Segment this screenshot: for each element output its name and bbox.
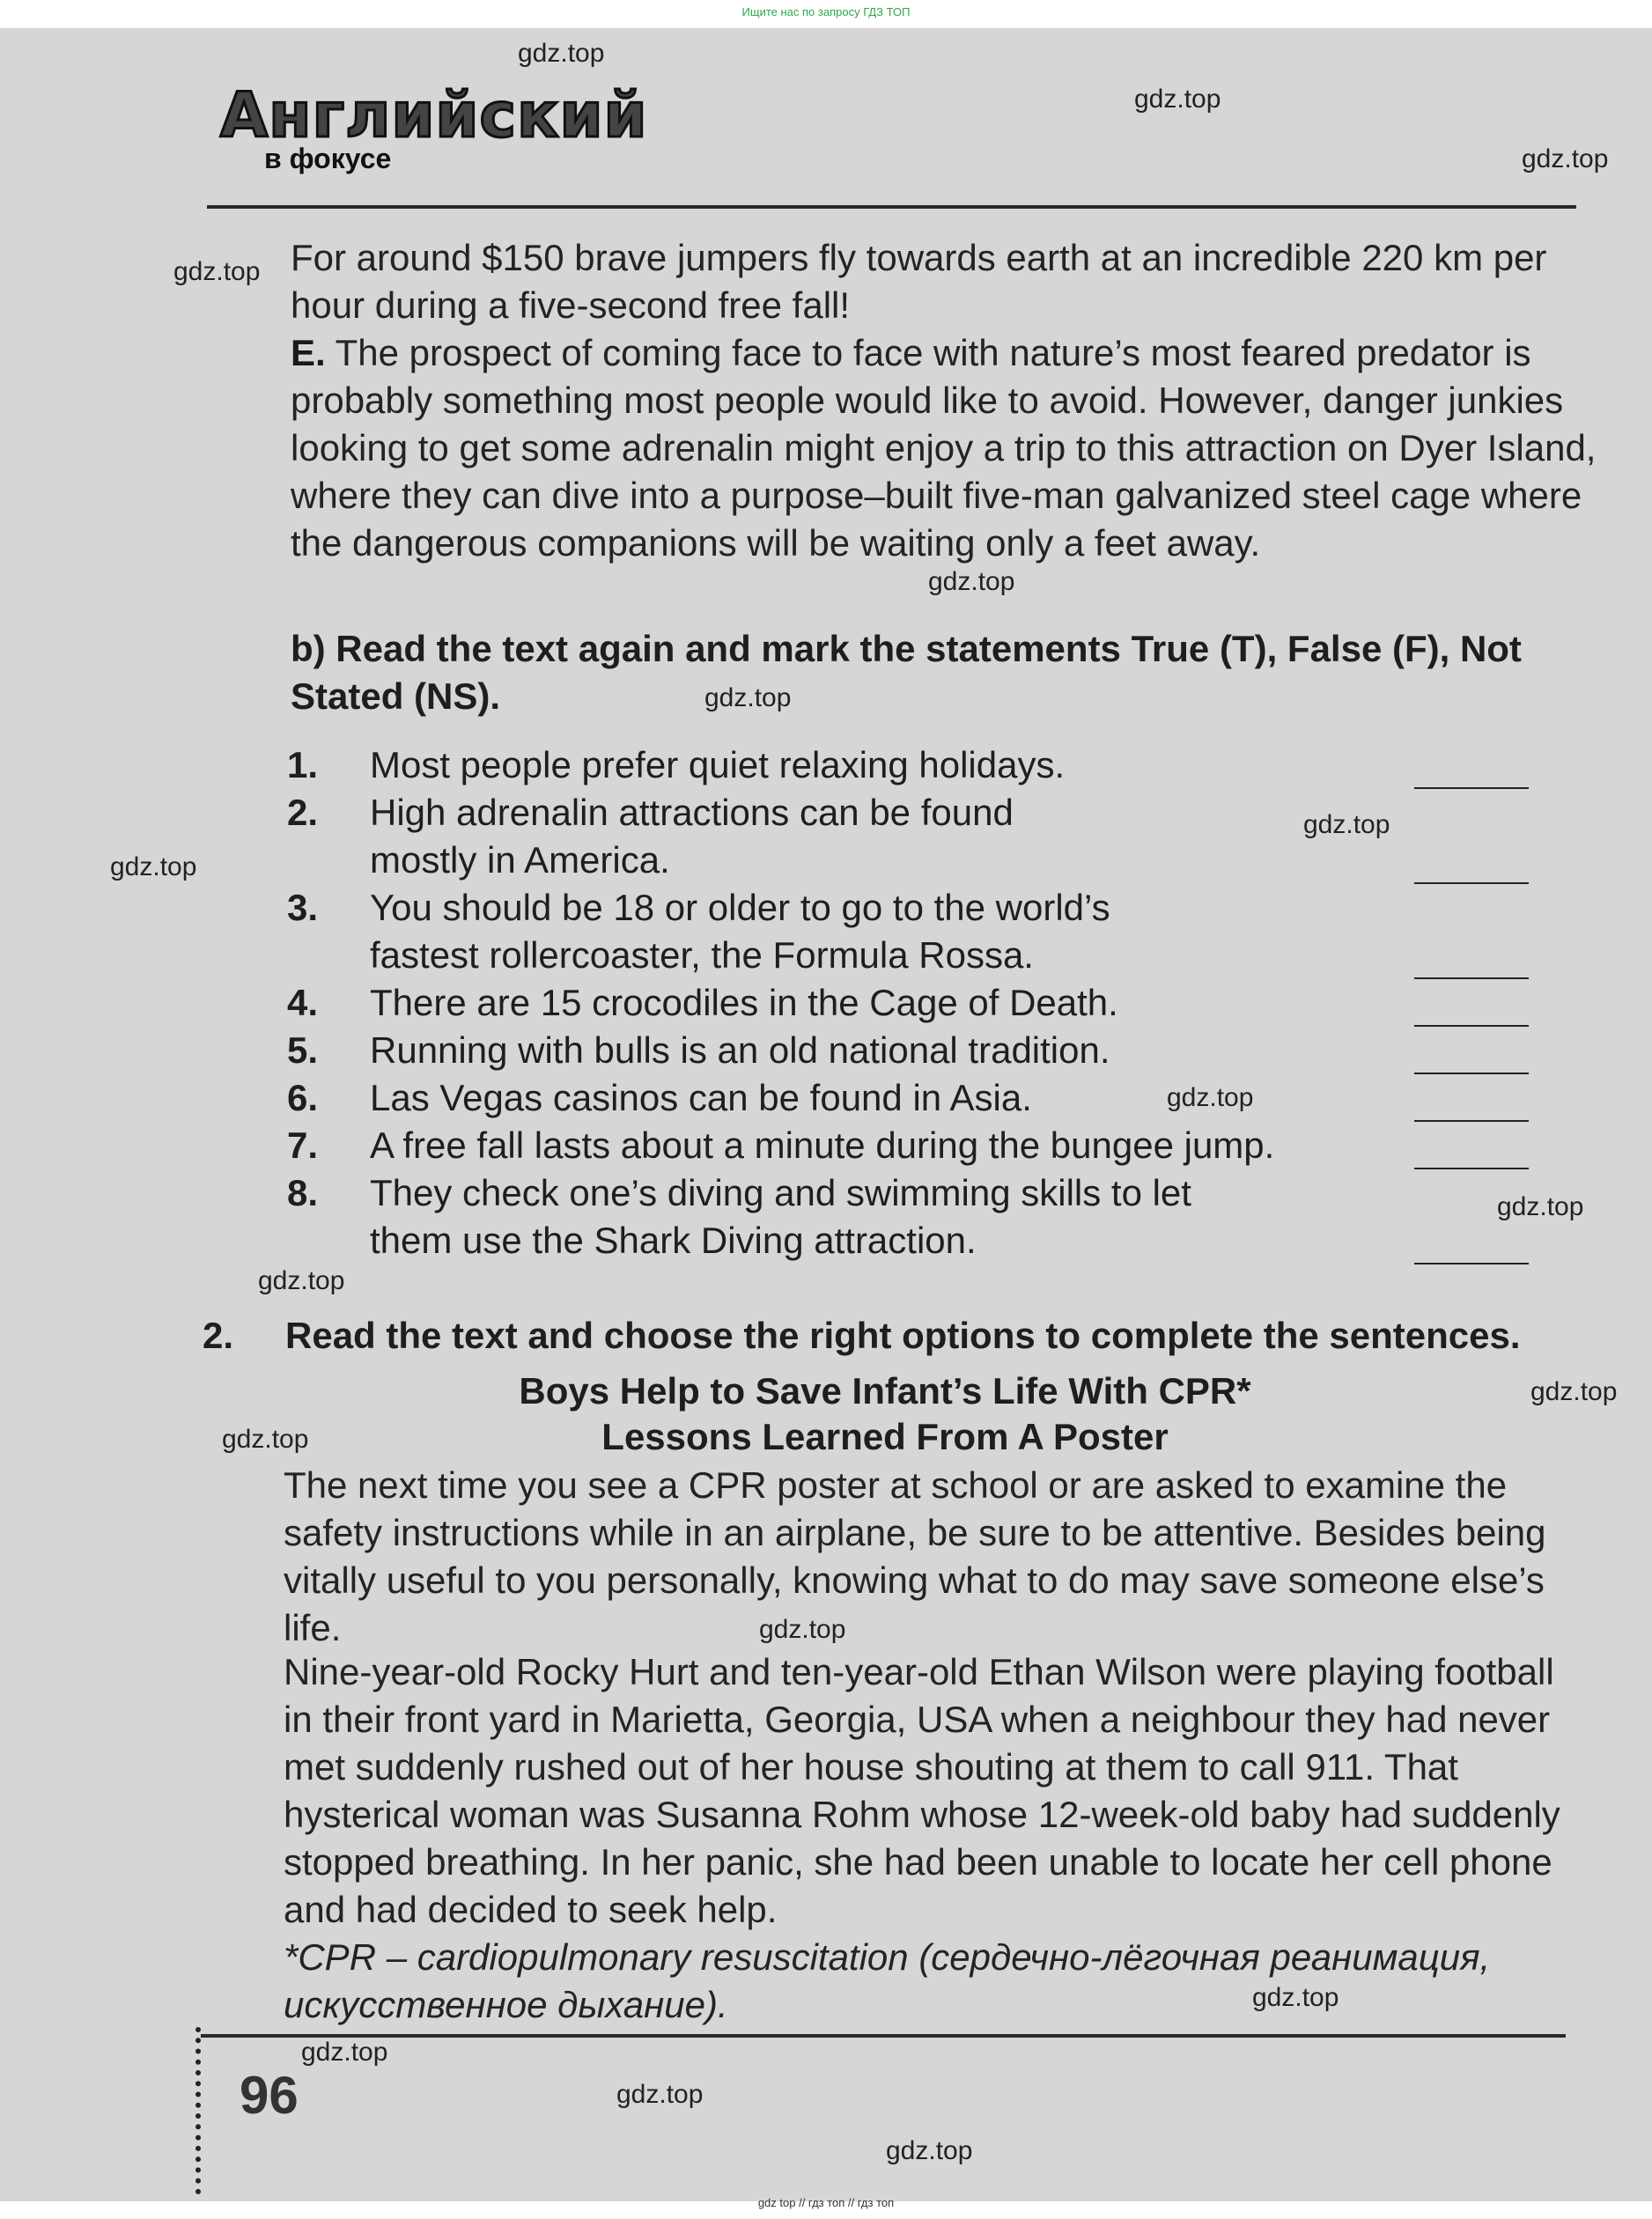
statement-4 bbox=[287, 979, 1564, 1027]
watermark: gdz.top bbox=[301, 2038, 388, 2067]
watermark: gdz.top bbox=[704, 683, 792, 712]
statement-text: A free fall lasts about a minute during the bungee jump. bbox=[370, 1124, 1275, 1166]
watermark: gdz.top bbox=[1134, 85, 1221, 114]
answer-blank[interactable] bbox=[1414, 1263, 1529, 1264]
statement-text: There are 15 crocodiles in the Cage of Death. bbox=[370, 982, 1118, 1023]
statement-8 bbox=[287, 1169, 1564, 1264]
task-number: 2. bbox=[203, 1315, 234, 1356]
statement-number: 8. bbox=[287, 1172, 319, 1213]
intro-paragraph: For around $150 brave jumpers fly towards earth at an incredible 220 km per hour during a five-second free fall! bbox=[291, 237, 1547, 326]
top-note: Ищите нас по запросу ГДЗ ТОП bbox=[741, 5, 911, 18]
statement-text: High adrenalin attractions can be found mostly in America. bbox=[370, 792, 1014, 881]
watermark: gdz.top bbox=[518, 39, 605, 68]
article-title: Boys Help to Save Infant’s Life With CPR* bbox=[519, 1370, 1251, 1412]
watermark: gdz.top bbox=[1303, 810, 1390, 839]
article-paragraph-2: Nine-year-old Rocky Hurt and ten-year-old Ethan Wilson were playing football in their front yard in Marietta, Georgia, USA when a neighbour they had never met suddenly rushed out of her house shouting at them to call 911. That hysterical woman was Susanna Rohm whose 12-week-old baby had suddenly stopped breathing. In her panic, she had been unable to locate her cell phone and had decided to seek help. bbox=[284, 1651, 1560, 1930]
watermark: gdz.top bbox=[759, 1615, 846, 1644]
watermark: gdz.top bbox=[1530, 1377, 1618, 1406]
statement-number: 2. bbox=[287, 792, 319, 833]
watermark: gdz.top bbox=[1167, 1083, 1254, 1112]
task-2-instruction bbox=[203, 1312, 1611, 1360]
task-b-instruction: b) Read the text again and mark the statements True (T), False (F), Not Stated (NS). bbox=[291, 628, 1522, 717]
statement-text: They check one’s diving and swimming skills to let them use the Shark Diving attraction. bbox=[370, 1172, 1191, 1261]
watermark: gdz.top bbox=[1522, 144, 1609, 173]
section-e-text: The prospect of coming face to face with nature’s most feared predator is probably something most people would like to avoid. However, danger junkies looking to get some adrenalin might enjoy a trip to this attraction on Dyer Island, where they can dive into a purpose–built five-man galvanized steel cage where the dangerous companions will be waiting only a feet away. bbox=[291, 332, 1597, 564]
statement-3 bbox=[287, 884, 1564, 979]
watermark: gdz.top bbox=[616, 2080, 704, 2109]
book-logo bbox=[220, 79, 648, 175]
watermark: gdz.top bbox=[928, 567, 1015, 596]
statement-number: 5. bbox=[287, 1029, 319, 1071]
watermark: gdz.top bbox=[258, 1266, 345, 1295]
page-edge-dots bbox=[195, 2027, 206, 2194]
statement-number: 3. bbox=[287, 887, 319, 928]
page-number: 96 bbox=[240, 2066, 299, 2125]
statement-number: 1. bbox=[287, 744, 319, 785]
statement-2 bbox=[287, 789, 1564, 884]
statement-text: Most people prefer quiet relaxing holidays. bbox=[370, 744, 1066, 785]
statement-1 bbox=[287, 741, 1564, 789]
watermark: gdz.top bbox=[886, 2136, 973, 2165]
article-paragraph-1: The next time you see a CPR poster at school or are asked to examine the safety instructions while in an airplane, be sure to be attentive. Besides being vitally useful to you personally, knowing what to do may save someone else’s life. bbox=[284, 1464, 1546, 1648]
footer-rule bbox=[201, 2034, 1566, 2038]
statement-7 bbox=[287, 1122, 1564, 1169]
statement-6 bbox=[287, 1074, 1564, 1122]
watermark: gdz.top bbox=[1252, 1983, 1339, 2012]
logo-subtitle: в фокусе bbox=[264, 143, 392, 174]
statement-text: Running with bulls is an old national tradition. bbox=[370, 1029, 1110, 1071]
statement-number: 7. bbox=[287, 1124, 319, 1166]
task-text: Read the text and choose the right options to complete the sentences. bbox=[285, 1315, 1521, 1356]
statement-number: 4. bbox=[287, 982, 319, 1023]
statements-list bbox=[287, 741, 1564, 1264]
logo-title: Английский bbox=[220, 79, 648, 151]
section-e-letter: E. bbox=[291, 332, 326, 373]
watermark: gdz.top bbox=[1497, 1192, 1584, 1221]
watermark: gdz.top bbox=[222, 1425, 309, 1454]
section-e bbox=[291, 329, 1620, 567]
statement-number: 6. bbox=[287, 1077, 319, 1118]
header-rule bbox=[207, 205, 1576, 209]
bottom-note: gdz top // гдз топ // гдз топ bbox=[757, 2196, 895, 2209]
statement-text: Las Vegas casinos can be found in Asia. bbox=[370, 1077, 1032, 1118]
article-subtitle: Lessons Learned From A Poster bbox=[601, 1416, 1169, 1457]
statement-text: You should be 18 or older to go to the world’s fastest rollercoaster, the Formula Rossa. bbox=[370, 887, 1110, 976]
watermark: gdz.top bbox=[173, 257, 261, 286]
watermark: gdz.top bbox=[110, 852, 197, 881]
statement-5 bbox=[287, 1027, 1564, 1074]
cpr-footnote: *CPR – cardiopulmonary resuscitation (сердечно-лёгочная реанимация, искусственное дыхание). bbox=[284, 1936, 1491, 2025]
